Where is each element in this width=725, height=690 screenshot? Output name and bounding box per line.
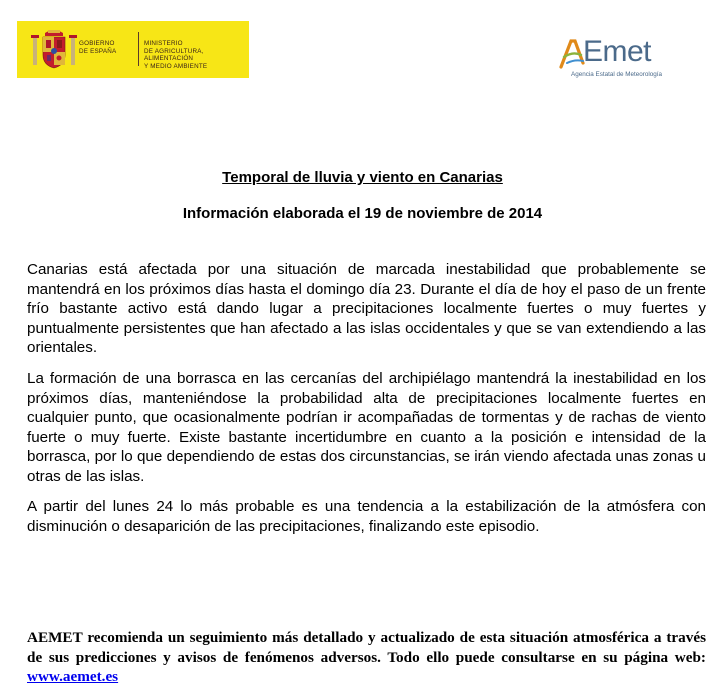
recommendation-paragraph bbox=[27, 628, 706, 687]
logo-divider bbox=[138, 32, 139, 66]
ministry-text: MINISTERIO DE AGRICULTURA, ALIMENTACIÓN Y MEDIO AMBIENTE bbox=[144, 40, 208, 70]
government-logo bbox=[17, 21, 249, 78]
government-text: GOBIERNO DE ESPAÑA bbox=[79, 40, 117, 55]
document-title: Temporal de lluvia y viento en Canarias bbox=[222, 169, 503, 186]
paragraph-outlook: A partir del lunes 24 lo más probable es una tendencia a la estabilización de la atmósfera con disminución o desaparición de las precipitaciones, finalizando este episodio. bbox=[27, 498, 706, 535]
paragraph-current-situation: Canarias está afectada por una situación de marcada inestabilidad que probablemente se mantendrá en los próximos días hasta el domingo día 23. Durante el día de hoy el paso de un frente frío bastante activo está dando lugar a precipitaciones localmente fuertes o muy fuertes y puntualmente persistentes que han afectado a las islas occidentales y que se van extendiendo a las orientales. bbox=[27, 261, 706, 356]
paragraph-forecast: La formación de una borrasca en las cercanías del archipiélago mantendrá la inestabilidad en los próximos días, manteniéndose la probabilidad alta de precipitaciones localmente fuertes en cualquier punto, que ocasionalmente podrían ir acompañadas de tormentas y de rachas de viento fuerte o muy fuerte. Existe bastante incertidumbre en cuanto a la posición e intensidad de la borrasca, por lo que dependiendo de estas dos circunstancias, se irán viendo afectada unas zonas u otras de las islas. bbox=[27, 370, 706, 485]
document-subtitle: Información elaborada el 19 de noviembre de 2014 bbox=[182, 205, 543, 222]
aemet-logo bbox=[553, 33, 663, 85]
recommendation-text: AEMET recomienda un seguimiento más detallado y actualizado de esta situación atmosférica a través de sus predicciones y avisos de fenómenos adversos. Todo ello puede consultarse en su página web: bbox=[27, 629, 706, 666]
aemet-website-link[interactable]: www.aemet.es bbox=[27, 668, 119, 685]
aemet-wordmark: Emet bbox=[583, 35, 652, 68]
aemet-tagline: Agencia Estatal de Meteorología bbox=[571, 71, 663, 78]
coat-of-arms-icon bbox=[31, 27, 77, 71]
